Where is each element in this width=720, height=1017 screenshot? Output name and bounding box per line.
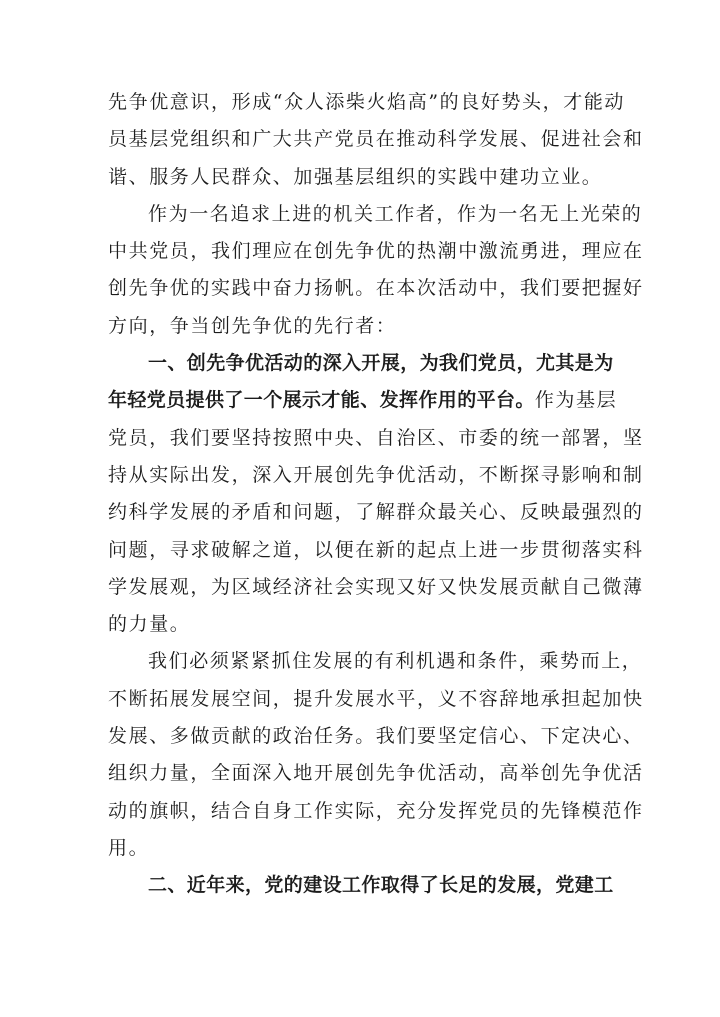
text-line: 我们必须紧紧抓住发展的有利机遇和条件，乘势而上， — [148, 650, 643, 673]
text-line: 用。 — [108, 836, 150, 859]
text-fragment: 作为基层 — [534, 389, 618, 412]
section-one — [108, 345, 644, 643]
text-line: 组织力量，全面深入地开展创先争优活动，高举创先争优活 — [108, 762, 644, 785]
text-line: 问题，寻求破解之道，以便在新的起点上进一步贯彻落实科 — [108, 538, 644, 561]
text-line: 党员，我们要坚持按照中央、自治区、市委的统一部署，坚 — [108, 426, 644, 449]
text-line: 的力量。 — [108, 613, 191, 636]
text-line: 动的旗帜，结合自身工作实际，充分发挥党员的先锋模范作 — [108, 799, 644, 822]
text-line: 发展、多做贡献的政治任务。我们要坚定信心、下定决心、 — [108, 725, 644, 748]
text-line: 员基层党组织和广大共产党员在推动科学发展、促进社会和 — [108, 128, 644, 151]
paragraph — [108, 196, 644, 345]
text-line: 方向，争当创先争优的先行者： — [108, 314, 397, 337]
text-line: 中共党员，我们理应在创先争优的热潮中激流勇进，理应在 — [108, 240, 644, 263]
text-line: 谐、服务人民群众、加强基层组织的实践中建功立业。 — [108, 165, 603, 188]
text-line: 作为一名追求上进的机关工作者，作为一名无上光荣的 — [148, 202, 643, 225]
section-heading: 一、创先争优活动的深入开展，为我们党员，尤其是为 — [148, 352, 614, 375]
paragraph — [108, 643, 644, 867]
text-line: 先争优意识，形成“众人添柴火焰高”的良好势头，才能动 — [108, 91, 626, 113]
paragraph — [108, 84, 644, 196]
section-heading-continued: 年轻党员提供了一个展示才能、发挥作用的平台。 — [108, 389, 535, 412]
text-line — [108, 382, 618, 419]
section-two — [108, 867, 614, 904]
text-line: 不断拓展发展空间，提升发展水平，义不容辞地承担起加快 — [108, 687, 644, 710]
text-line: 约科学发展的矛盾和问题，了解群众最关心、反映最强烈的 — [108, 501, 644, 524]
document-page — [108, 84, 644, 905]
text-line: 学发展观，为区域经济社会实现又好又快发展贡献自己微薄 — [108, 575, 644, 598]
text-line: 创先争优的实践中奋力扬帆。在本次活动中，我们要把握好 — [108, 277, 644, 300]
section-heading: 二、近年来，党的建设工作取得了长足的发展，党建工 — [148, 874, 614, 897]
text-line: 持从实际出发，深入开展创先争优活动，不断探寻影响和制 — [108, 463, 644, 486]
